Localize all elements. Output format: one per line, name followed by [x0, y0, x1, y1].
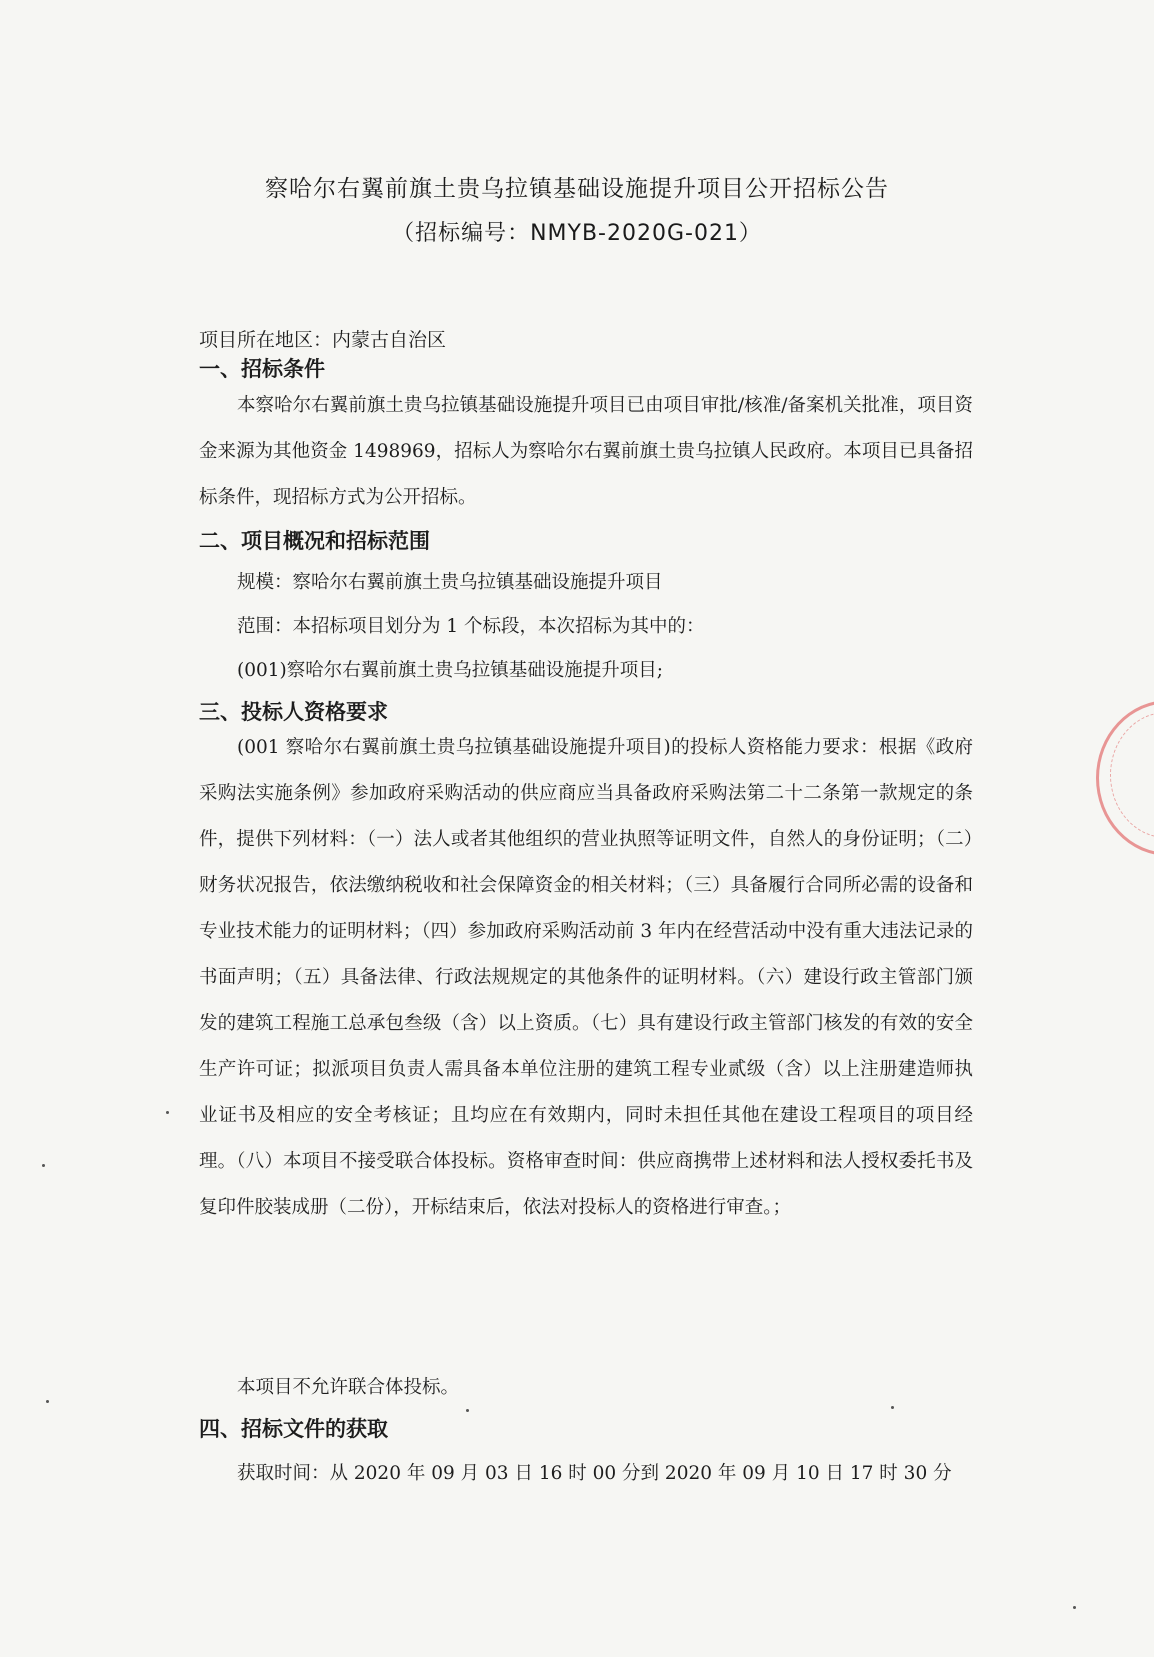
section1-heading: 一、招标条件	[199, 357, 325, 381]
section4-heading: 四、招标文件的获取	[199, 1417, 388, 1441]
bid-number: （招标编号：NMYB-2020G-021）	[392, 221, 762, 246]
acquisition-time: 获取时间：从 2020 年 09 月 03 日 16 时 00 分到 2020 年 09 月 10 日 17 时 30 分	[237, 1463, 952, 1484]
section1-text: 本察哈尔右翼前旗土贵乌拉镇基础设施提升项目已由项目审批/核准/备案机关批准，项目资金来源为其他资金 1498969，招标人为察哈尔右翼前旗土贵乌拉镇人民政府。本项目已具备招标条件，现招标方式为公开招标。	[199, 395, 973, 508]
scan-speck	[46, 1400, 49, 1403]
document-title: 察哈尔右翼前旗土贵乌拉镇基础设施提升项目公开招标公告	[265, 176, 889, 202]
scan-speck	[166, 1111, 169, 1114]
section2-scope: 范围：本招标项目划分为 1 个标段，本次招标为其中的：	[237, 616, 705, 637]
scan-speck	[891, 1406, 894, 1409]
scan-speck	[42, 1164, 45, 1167]
section3-heading: 三、投标人资格要求	[199, 700, 388, 724]
section3-text: (001 察哈尔右翼前旗土贵乌拉镇基础设施提升项目)的投标人资格能力要求：根据《政府采购法实施条例》参加政府采购活动的供应商应当具备政府采购法第二十二条第一款规定的条件，提供下列材料：（一）法人或者其他组织的营业执照等证明文件，自然人的身份证明；（二）财务状况报告，依法缴纳税收和社会保障资金的相关材料；（三）具备履行合同所必需的设备和专业技术能力的证明材料；（四）参加政府采购活动前 3 年内在经营活动中没有重大违法记录的书面声明；（五）具备法律、行政法规规定的其他条件的证明材料。（六）建设行政主管部门颁发的建筑工程施工总承包叁级（含）以上资质。（七）具有建设行政主管部门核发的有效的安全生产许可证；拟派项目负责人需具备本单位注册的建筑工程专业贰级（含）以上注册建造师执业证书及相应的安全考核证；且均应在有效期内，同时未担任其他在建设工程项目的项目经理。（八）本项目不接受联合体投标。资格审查时间：供应商携带上述材料和法人授权委托书及复印件胶装成册（二份），开标结束后，依法对投标人的资格进行审查。；	[199, 737, 973, 1218]
scan-speck	[466, 1409, 469, 1412]
project-region: 项目所在地区：内蒙古自治区	[199, 329, 447, 351]
scan-speck	[1073, 1606, 1076, 1609]
section2-scale: 规模：察哈尔右翼前旗土贵乌拉镇基础设施提升项目	[237, 572, 663, 593]
section2-lot: (001)察哈尔右翼前旗土贵乌拉镇基础设施提升项目;	[237, 660, 663, 681]
section2-heading: 二、项目概况和招标范围	[199, 529, 430, 553]
joint-bid-note: 本项目不允许联合体投标。	[237, 1377, 460, 1398]
